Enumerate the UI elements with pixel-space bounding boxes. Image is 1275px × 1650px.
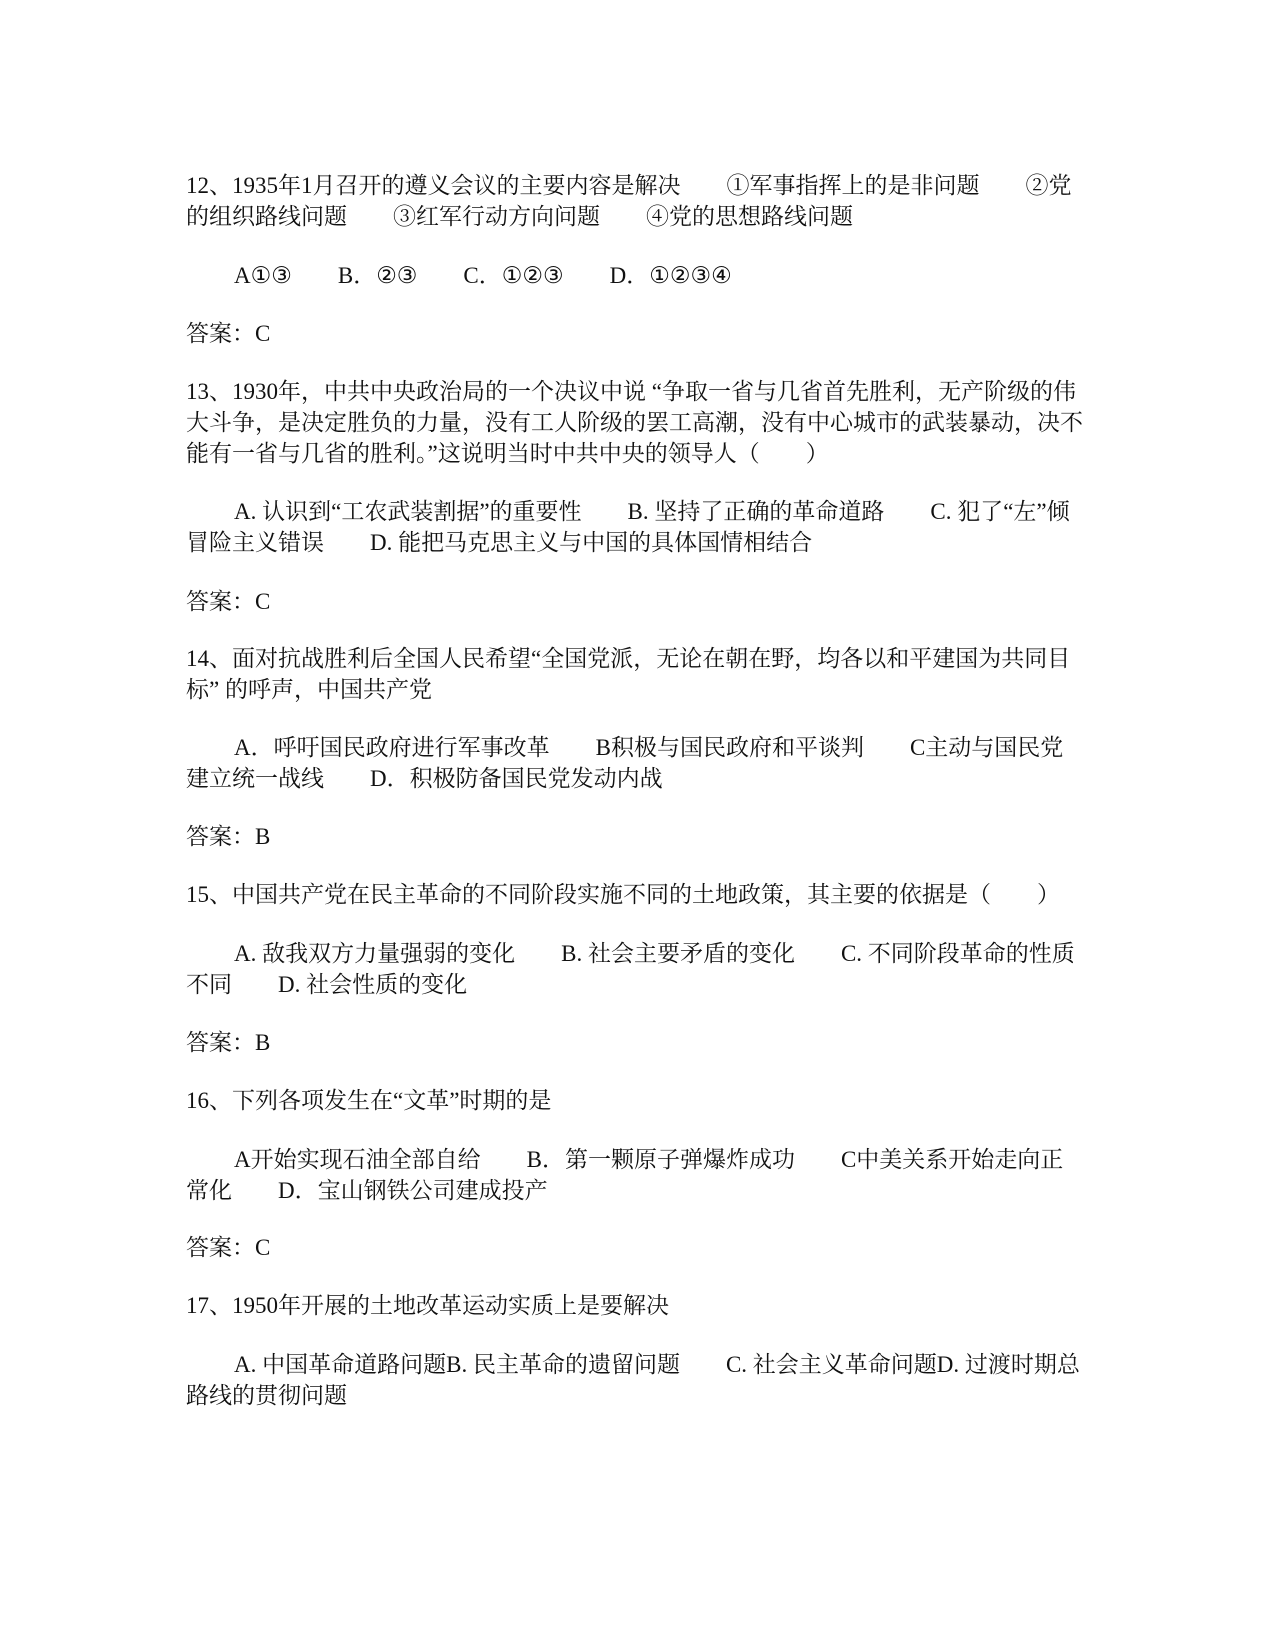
question-15-options: A. 敌我双方力量强弱的变化 B. 社会主要矛盾的变化 C. 不同阶段革命的性质不同 D. 社会性质的变化 xyxy=(186,941,1075,997)
question-15-answer: 答案：B xyxy=(186,1030,271,1055)
question-15-stem: 15、中国共产党在民主革命的不同阶段实施不同的土地政策，其主要的依据是（ ） xyxy=(186,882,1060,907)
question-13-answer: 答案：C xyxy=(186,589,271,614)
question-16-options: A开始实现石油全部自给 B．第一颗原子弹爆炸成功 C中美关系开始走向正常化 D．宝山钢铁公司建成投产 xyxy=(186,1147,1064,1203)
question-17-stem: 17、1950年开展的土地改革运动实质上是要解决 xyxy=(186,1293,669,1318)
question-14-answer: 答案：B xyxy=(186,824,271,849)
question-17-options: A. 中国革命道路问题B. 民主革命的遗留问题 C. 社会主义革命问题D. 过渡时期总路线的贯彻问题 xyxy=(186,1352,1080,1408)
question-13-options: A. 认识到“工农武装割据”的重要性 B. 坚持了正确的革命道路 C. 犯了“左”倾冒险主义错误 D. 能把马克思主义与中国的具体国情相结合 xyxy=(186,499,1070,555)
question-16-answer: 答案：C xyxy=(186,1235,271,1260)
question-12-answer: 答案：C xyxy=(186,321,271,346)
question-12-stem: 12、1935年1月召开的遵义会议的主要内容是解决 ①军事指挥上的是非问题 ②党的组织路线问题 ③红军行动方向问题 ④党的思想路线问题 xyxy=(186,173,1072,229)
question-16-stem: 16、下列各项发生在“文革”时期的是 xyxy=(186,1088,552,1113)
question-14-options: A．呼吁国民政府进行军事改革 B积极与国民政府和平谈判 C主动与国民党建立统一战线 D．积极防备国民党发动内战 xyxy=(186,735,1064,791)
question-14-stem: 14、面对抗战胜利后全国人民希望“全国党派，无论在朝在野，均各以和平建国为共同目标” 的呼声，中国共产党 xyxy=(186,646,1071,702)
question-12-options: A①③ B．②③ C．①②③ D．①②③④ xyxy=(234,263,732,288)
question-13-stem: 13、1930年，中共中央政治局的一个决议中说 “争取一省与几省首先胜利，无产阶级的伟大斗争，是决定胜负的力量，没有工人阶级的罢工高潮，没有中心城市的武装暴动，决不能有一省与几省的胜利。”这说明当时中共中央的领导人（ ） xyxy=(186,379,1083,466)
